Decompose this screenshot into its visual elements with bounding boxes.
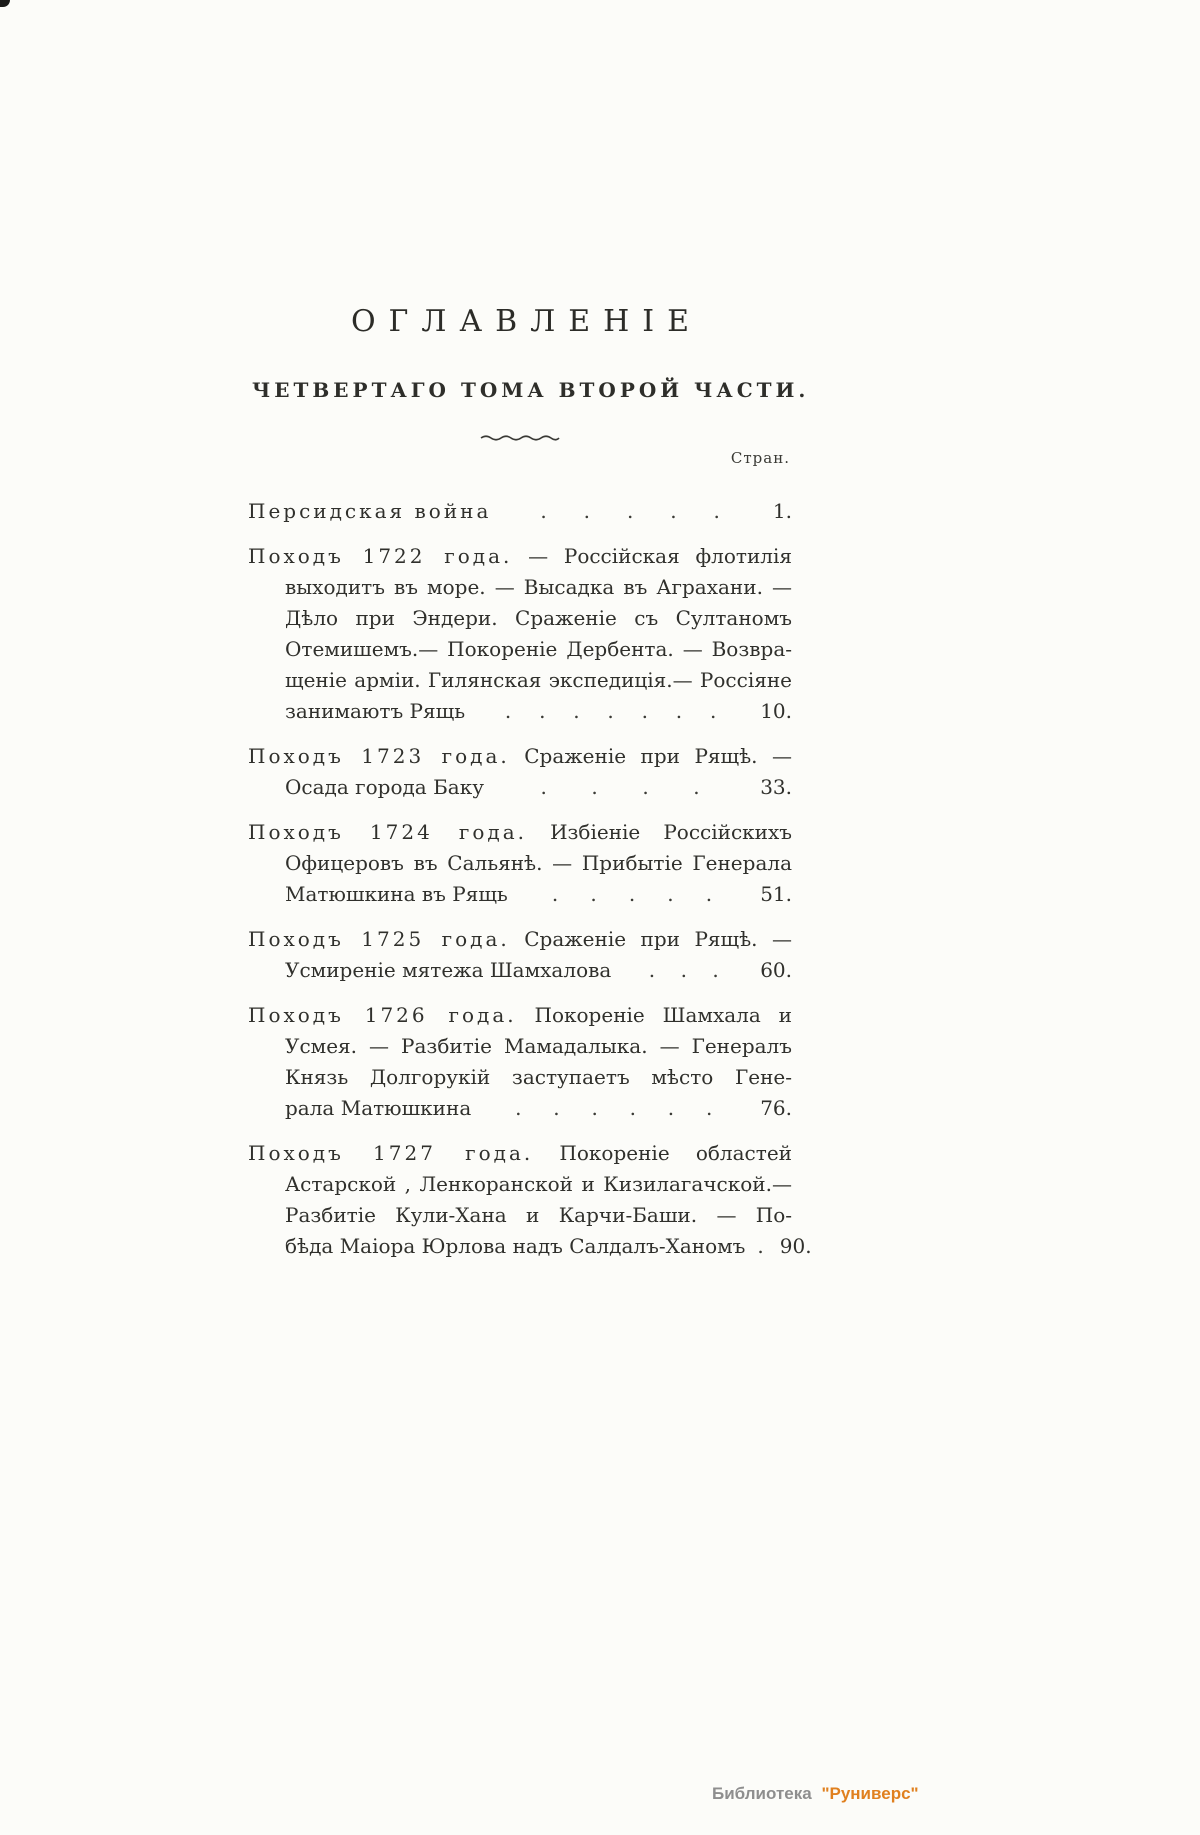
watermark-library-label: Библиотека: [712, 1784, 812, 1803]
entry-head: Походъ 1727 года.: [248, 1141, 534, 1165]
page-number: 90.: [779, 1234, 812, 1258]
entry-line: Князь Долгорукій заступаетъ мѣсто Гене-: [285, 1065, 792, 1089]
entry-last-line: [248, 879, 792, 910]
leader-dot: .: [705, 882, 713, 906]
page-title: ОГЛАВЛЕНІЕ: [350, 304, 703, 339]
entry-first-line: [248, 1000, 792, 1031]
entry-text: Покореніе Шамхала и: [516, 1003, 792, 1027]
leader-dot: .: [539, 699, 546, 723]
entry-text: — Россійская флотилія: [512, 544, 792, 568]
entry-line: щеніе арміи. Гилянская экспедиція.— Россіяне: [285, 668, 792, 692]
leader-dot: .: [648, 958, 656, 982]
leader-dot: .: [713, 499, 720, 523]
leader-dot: .: [757, 1234, 764, 1258]
leader-dot: .: [607, 699, 614, 723]
entry-text: Сраженіе при Рящѣ. —: [509, 927, 792, 951]
leader-dot: .: [590, 882, 597, 906]
toc-entry: [248, 1138, 812, 1262]
entry-text: занимаютъ Рящь: [285, 699, 466, 723]
dot-leader: [484, 772, 760, 803]
toc-entry: [248, 741, 792, 803]
page-number: 76.: [760, 1096, 792, 1120]
entry-head: Персидская война: [248, 499, 492, 523]
leader-dot: .: [642, 775, 649, 799]
entry-first-line: [248, 817, 792, 848]
dot-leader: [611, 955, 760, 986]
entry-head: Походъ 1724 года.: [248, 820, 527, 844]
entry-first-line: [248, 924, 792, 955]
page-number: 60.: [760, 958, 792, 982]
entry-last-line: [248, 772, 792, 803]
leader-dot: .: [628, 882, 636, 906]
dot-leader: [491, 496, 772, 527]
entry-last-line: [248, 1231, 812, 1262]
leader-dot: .: [693, 775, 700, 799]
entry-head: Походъ 1726 года.: [248, 1003, 517, 1027]
entry-head: Походъ 1722 года.: [248, 544, 513, 568]
entry-first-line: [248, 541, 792, 572]
leader-dot: .: [629, 1096, 636, 1120]
leader-dot: .: [670, 499, 677, 523]
entry-line: Отемишемъ.— Покореніе Дербента. — Возвра-: [285, 637, 792, 661]
entry-text: Избіеніе Россійскихъ: [527, 820, 792, 844]
entry-line: Усмея. — Разбитіе Мамадалыка. — Генералъ: [285, 1034, 792, 1058]
entry-text: рала Матюшкина: [285, 1096, 472, 1120]
leader-dot: .: [515, 1096, 522, 1120]
entry-line: выходитъ въ море. — Высадка въ Аграхани. —: [285, 575, 792, 599]
leader-dot: .: [705, 1096, 713, 1120]
leader-dot: .: [667, 1096, 675, 1120]
leader-dot: .: [540, 499, 547, 523]
leader-dot: .: [667, 882, 674, 906]
dot-leader: [471, 1093, 760, 1124]
page-subtitle: ЧЕТВЕРТАГО ТОМА ВТОРОЙ ЧАСТИ.: [252, 378, 810, 402]
toc-content: [248, 302, 812, 1276]
leader-dot: .: [504, 699, 512, 723]
decorative-rule: [248, 428, 792, 438]
leader-dot: .: [583, 499, 591, 523]
leader-dot: .: [712, 958, 719, 982]
leader-dot: .: [553, 1096, 560, 1120]
leader-dot: .: [626, 499, 634, 523]
scan-artifact: [0, 0, 10, 7]
leader-dot: .: [641, 699, 648, 723]
leader-dot: .: [551, 882, 559, 906]
toc-entry: [248, 496, 792, 527]
entry-first-line: [248, 496, 792, 527]
leader-dot: .: [709, 699, 717, 723]
leader-dot: .: [680, 958, 687, 982]
leader-dot: .: [573, 699, 580, 723]
entry-first-line: [248, 741, 792, 772]
leader-dot: .: [591, 775, 598, 799]
toc-entries: [248, 496, 812, 1262]
page-number: 1.: [772, 499, 792, 523]
entry-last-line: [248, 955, 792, 986]
page-number: 33.: [760, 775, 792, 799]
leader-dot: .: [591, 1096, 598, 1120]
pages-column-header: Стран.: [730, 449, 790, 467]
entry-line: Офицеровъ въ Сальянѣ. — Прибытіе Генерала: [285, 851, 792, 875]
toc-entry: [248, 541, 792, 727]
dot-leader: [745, 1231, 779, 1262]
page-number: 10.: [760, 699, 792, 723]
entry-text: Покореніе областей: [533, 1141, 792, 1165]
entry-head: Походъ 1723 года.: [248, 744, 510, 768]
toc-entry: [248, 1000, 792, 1124]
entry-first-line: [248, 1138, 792, 1169]
page-number: 51.: [760, 882, 792, 906]
dot-leader: [465, 696, 760, 727]
entry-line: Разбитіе Кули-Хана и Карчи-Баши. — По-: [285, 1203, 792, 1227]
watermark-library-name: "Руниверс": [821, 1784, 919, 1803]
entry-text: Осада города Баку: [285, 775, 484, 799]
entry-last-line: [248, 696, 792, 727]
entry-text: Сраженіе при Рящѣ. —: [509, 744, 792, 768]
leader-dot: .: [675, 699, 683, 723]
entry-text: Усмиреніе мятежа Шамхалова: [285, 958, 612, 982]
entry-text: Матюшкина въ Рящь: [285, 882, 508, 906]
entry-line: Дѣло при Эндери. Сраженіе съ Султаномъ: [285, 606, 792, 630]
entry-last-line: [248, 1093, 792, 1124]
entry-text: бѣда Маіора Юрлова надъ Салдалъ-Ханомъ: [285, 1234, 746, 1258]
toc-entry: [248, 817, 792, 910]
entry-line: Астарской , Ленкоранской и Кизилагачской.—: [285, 1172, 792, 1196]
dot-leader: [508, 879, 760, 910]
library-watermark: [712, 1784, 919, 1804]
leader-dot: .: [540, 775, 547, 799]
entry-head: Походъ 1725 года.: [248, 927, 510, 951]
toc-entry: [248, 924, 792, 986]
